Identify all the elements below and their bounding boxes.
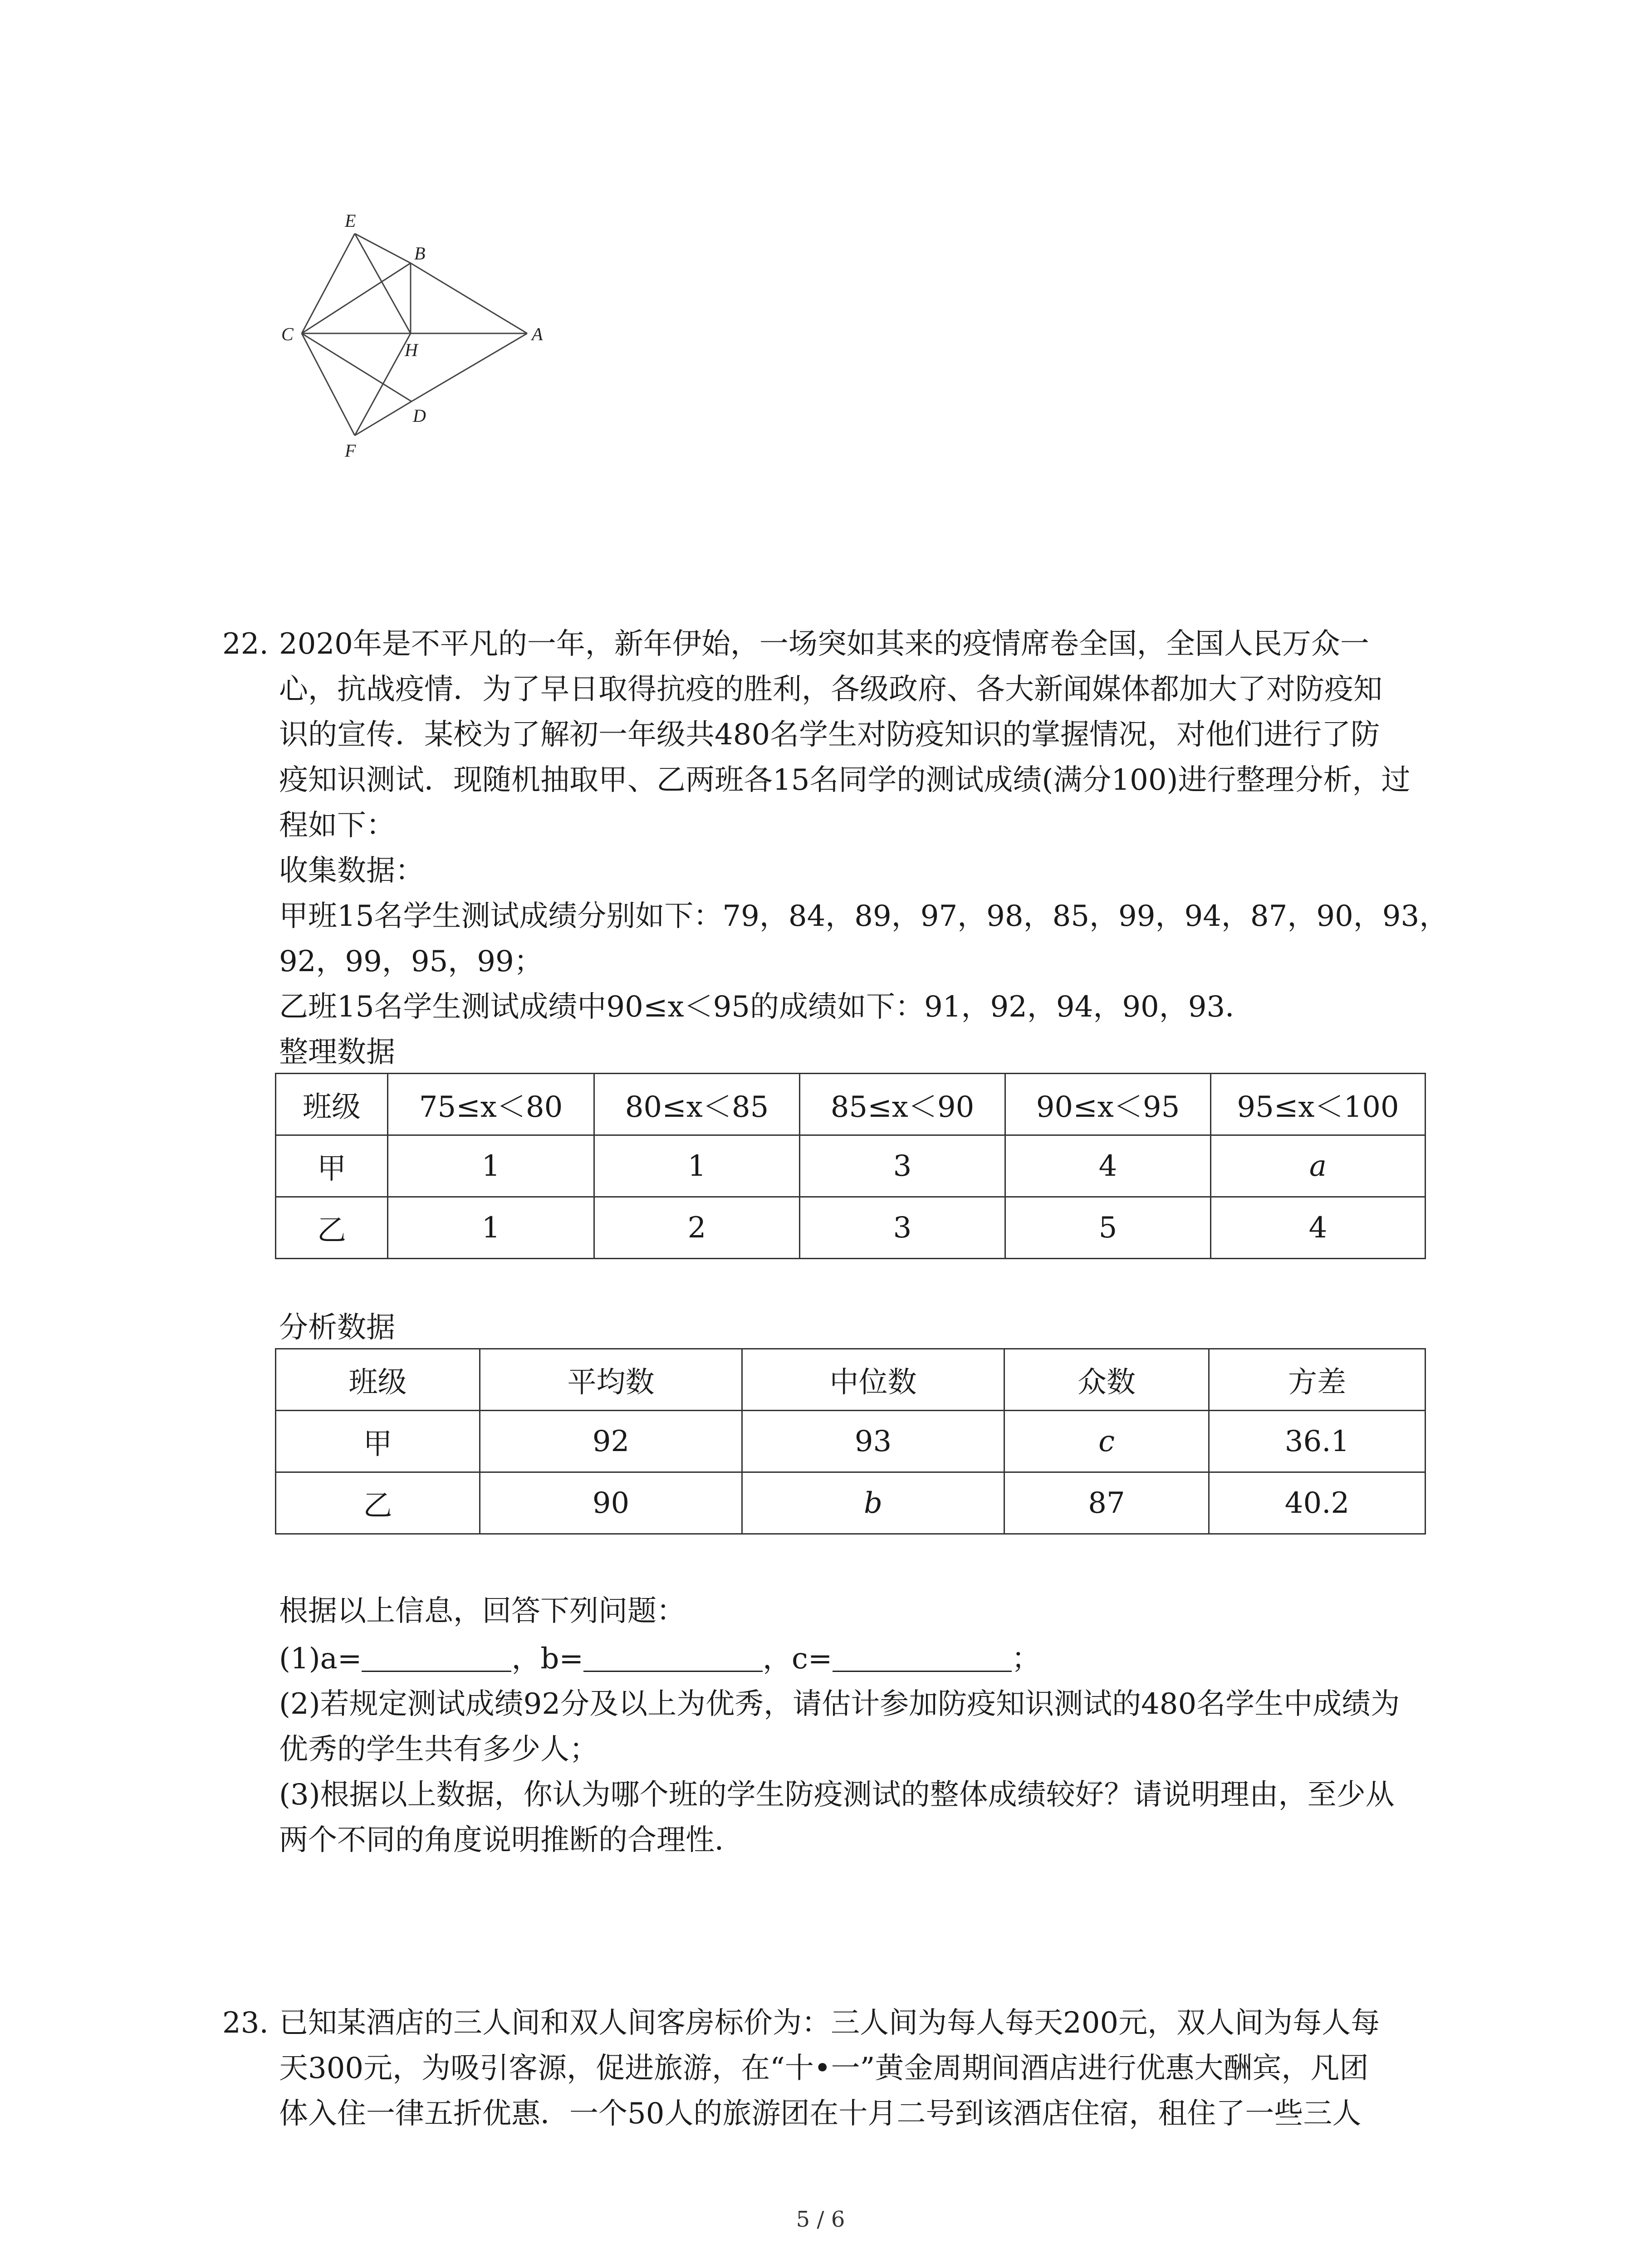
frequency-table: [275, 1073, 1426, 1259]
label-c: C: [281, 324, 294, 344]
sub-question-3-line-1: (3)根据以上数据，你认为哪个班的学生防疫测试的整体成绩较好？请说明理由，至少从: [279, 1778, 1395, 1812]
table-cell: c: [1004, 1411, 1209, 1472]
table-cell: 甲: [276, 1135, 388, 1197]
class-b-scores-line: 乙班15名学生测试成绩中90≤x＜95的成绩如下：91，92，94，90，93．: [279, 990, 1254, 1024]
sub1-end: ；: [1011, 1642, 1041, 1676]
label-d: D: [413, 406, 426, 426]
segment-da: [411, 333, 527, 401]
table-row: [276, 1197, 1425, 1259]
q23-line-3: 体入住一律五折优惠．一个50人的旅游团在十月二号到该酒店住宿，租住了一些三人: [279, 2097, 1362, 2131]
question-22: [222, 621, 1470, 1069]
sub-question-2-line-2: 优秀的学生共有多少人；: [279, 1733, 598, 1766]
label-b: B: [414, 243, 426, 264]
segment-fh: [355, 333, 411, 435]
analyze-title: 分析数据: [279, 1311, 395, 1344]
q22-line-1: 2020年是不平凡的一年，新年伊始，一场突如其来的疫情席卷全国，全国人民万众一: [279, 627, 1369, 661]
table-cell: 1: [388, 1135, 594, 1197]
sub-question-1: [279, 1635, 1041, 1677]
answer-blank-a[interactable]: [362, 1639, 511, 1672]
sub1-b-label: ，b=: [511, 1642, 584, 1676]
table-cell: 甲: [276, 1411, 480, 1472]
class-a-scores-line-2: 92，99，95，99；: [279, 945, 543, 978]
sub1-a-label: (1)a=: [279, 1642, 362, 1676]
table-cell: 3: [800, 1135, 1005, 1197]
label-f: F: [345, 440, 356, 461]
table-header-cell: 方差: [1209, 1349, 1425, 1411]
table-cell: 4: [1211, 1197, 1425, 1259]
sub-question-3-line-2: 两个不同的角度说明推断的合理性．: [279, 1823, 744, 1857]
label-h: H: [405, 340, 418, 360]
table-cell: 乙: [276, 1197, 388, 1259]
table-header-cell: 85≤x＜90: [800, 1074, 1005, 1135]
table-cell: a: [1211, 1135, 1425, 1197]
statistics-table: [275, 1348, 1426, 1535]
table-cell: 3: [800, 1197, 1005, 1259]
table-cell: 36.1: [1209, 1411, 1425, 1472]
table-cell: 93: [742, 1411, 1004, 1472]
label-e: E: [345, 210, 356, 231]
questions-prompt: 根据以上信息，回答下列问题：: [279, 1594, 686, 1628]
table-header-cell: 90≤x＜95: [1005, 1074, 1211, 1135]
answer-blank-b[interactable]: [583, 1639, 763, 1672]
table-cell: 乙: [276, 1472, 480, 1534]
table-header-cell: 众数: [1004, 1349, 1209, 1411]
q22-line-4: 疫知识测试．现随机抽取甲、乙两班各15名同学的测试成绩(满分100)进行整理分析，过: [279, 763, 1411, 797]
table-header-cell: 80≤x＜85: [594, 1074, 800, 1135]
table-cell: 1: [388, 1197, 594, 1259]
table-cell: 92: [480, 1411, 742, 1472]
table-header-cell: 中位数: [742, 1349, 1004, 1411]
table-header-cell: 95≤x＜100: [1211, 1074, 1425, 1135]
q23-line-2: 天300元，为吸引客源，促进旅游，在“十•一”黄金周期间酒店进行优惠大酬宾，凡团: [279, 2052, 1369, 2085]
table-header-row: [276, 1074, 1425, 1135]
table-cell: 4: [1005, 1135, 1211, 1197]
sub1-c-label: ，c=: [763, 1642, 833, 1676]
organize-title: 整理数据: [279, 1036, 395, 1069]
table-row: [276, 1472, 1425, 1534]
table-cell: b: [742, 1472, 1004, 1534]
table-header-cell: 班级: [276, 1349, 480, 1411]
segment-cd: [302, 333, 411, 401]
class-a-scores-line-1: 甲班15名学生测试成绩分别如下：79，84，89，97，98，85，99，94，87，90，93，: [279, 899, 1449, 933]
q22-line-3: 识的宣传．某校为了解初一年级共480名学生对防疫知识的掌握情况，对他们进行了防: [279, 718, 1380, 752]
table-cell: 1: [594, 1135, 800, 1197]
segment-cb: [302, 263, 411, 333]
table-cell: 2: [594, 1197, 800, 1259]
table-row: [276, 1135, 1425, 1197]
answer-blank-c[interactable]: [833, 1639, 1012, 1672]
table-header-row: [276, 1349, 1425, 1411]
q23-line-1: 已知某酒店的三人间和双人间客房标价为：三人间为每人每天200元，双人间为每人每: [279, 2006, 1380, 2040]
table-cell: 87: [1004, 1472, 1209, 1534]
table-cell: 40.2: [1209, 1472, 1425, 1534]
sub-question-2-line-1: (2)若规定测试成绩92分及以上为优秀，请估计参加防疫知识测试的480名学生中成绩为: [279, 1687, 1400, 1721]
question-number: 22.: [222, 627, 269, 661]
table-header-cell: 平均数: [480, 1349, 742, 1411]
collect-title: 收集数据：: [279, 854, 424, 888]
question-23: [222, 2000, 1470, 2136]
segment-cf: [302, 333, 355, 435]
segment-ce: [302, 234, 355, 333]
table-cell: 5: [1005, 1197, 1211, 1259]
segment-fd: [355, 401, 411, 435]
table-row: [276, 1411, 1425, 1472]
q22-line-2: 心，抗战疫情．为了早日取得抗疫的胜利，各级政府、各大新闻媒体都加大了对防疫知: [279, 673, 1382, 706]
table-header-cell: 75≤x＜80: [388, 1074, 594, 1135]
question-number: 23.: [222, 2006, 269, 2040]
page-number: 5 / 6: [796, 2207, 845, 2232]
segment-ba: [411, 263, 527, 333]
table-cell: 90: [480, 1472, 742, 1534]
table-header-cell: 班级: [276, 1074, 388, 1135]
geometry-figure: [254, 200, 599, 481]
label-a: A: [532, 324, 543, 344]
q22-line-5: 程如下：: [279, 809, 395, 842]
